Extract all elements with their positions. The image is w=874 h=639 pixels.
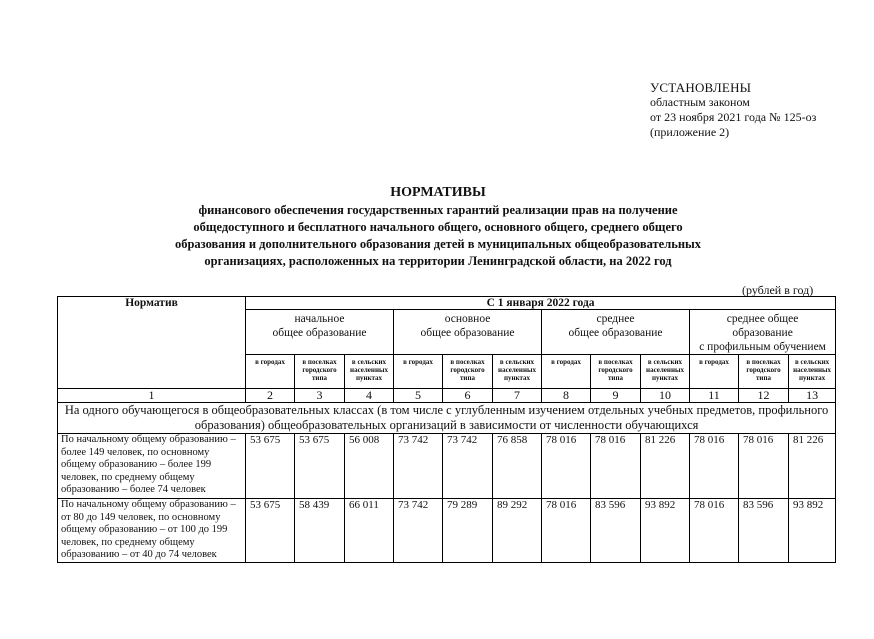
header-group-line: основное (444, 313, 491, 325)
table-cell: 83 596 (591, 499, 641, 563)
section-row (58, 403, 836, 434)
header-subcolumn-line: в городах (551, 358, 581, 366)
table-cell: 78 016 (542, 499, 591, 563)
column-number: 1 (58, 389, 246, 403)
header-subcolumn-line: типа (607, 374, 623, 382)
header-subcolumn-line: пунктах (503, 374, 531, 382)
table-cell: 83 596 (739, 499, 789, 563)
header-subcolumn-line: городского (598, 366, 633, 374)
table-cell: 78 016 (739, 434, 789, 499)
header-subcolumn-line: городского (302, 366, 337, 374)
table-cell: 53 675 (246, 499, 295, 563)
table-row (58, 434, 836, 499)
header-subcolumn (739, 355, 789, 389)
table-cell: 79 289 (443, 499, 493, 563)
title-line: общедоступного и бесплатного начального общего, основного общего, среднего общего (193, 220, 683, 234)
header-subcolumn-line: пунктах (355, 374, 383, 382)
table-cell: 76 858 (493, 434, 542, 499)
table-cell: 81 226 (641, 434, 690, 499)
table-row (58, 499, 836, 563)
table-cell: 73 742 (394, 434, 443, 499)
header-subcolumn-line: в поселках (746, 358, 781, 366)
header-subcolumn-line: населенных (350, 366, 388, 374)
header-subcolumn (542, 355, 591, 389)
header-subcolumn (789, 355, 836, 389)
header-subcolumn-line: типа (311, 374, 327, 382)
header-subcolumn-line: в городах (699, 358, 729, 366)
table-cell: 73 742 (443, 434, 493, 499)
header-group (690, 310, 836, 355)
header-group (542, 310, 690, 355)
header-date: С 1 января 2022 года (246, 297, 836, 310)
header-subcolumn-line: в поселках (450, 358, 485, 366)
header-subcolumn (591, 355, 641, 389)
header-subcolumn-line: типа (755, 374, 771, 382)
table-cell: 66 011 (345, 499, 394, 563)
header-group-line: среднее (596, 313, 635, 325)
header-group-line: общее образование (568, 327, 663, 339)
table-cell: 53 675 (246, 434, 295, 499)
header-group-line: общее образование (420, 327, 515, 339)
header-subcolumn (345, 355, 394, 389)
table-cell: 73 742 (394, 499, 443, 563)
norms-table (57, 296, 836, 563)
table-cell: 93 892 (641, 499, 690, 563)
table-cell: 56 008 (345, 434, 394, 499)
table-cell: 78 016 (690, 434, 739, 499)
header-subcolumn-line: пунктах (651, 374, 679, 382)
header-subcolumn-line: в городах (255, 358, 285, 366)
header-subcolumn-line: в сельских (647, 358, 683, 366)
column-number: 12 (739, 389, 789, 403)
header-subcolumn-line: в городах (403, 358, 433, 366)
units-note: (рублей в год) (742, 283, 814, 297)
header-group-line: начальное (294, 313, 345, 325)
table-cell: 78 016 (690, 499, 739, 563)
column-number: 8 (542, 389, 591, 403)
header-subcolumn-line: населенных (498, 366, 536, 374)
header-group-line: образование (732, 327, 793, 339)
table-cell: 78 016 (591, 434, 641, 499)
table-cell: 78 016 (542, 434, 591, 499)
header-subcolumn (246, 355, 295, 389)
column-number: 3 (295, 389, 345, 403)
header-subcolumn-line: населенных (646, 366, 684, 374)
header-subcolumn-line: пунктах (799, 374, 826, 382)
header-subcolumn (641, 355, 690, 389)
header-subcolumn-line: в сельских (795, 358, 830, 366)
row-label: По начальному общему образованию – более 149 человек, по основному общему образованию – более 199 человек, по среднему общему образованию – более 74 человек (58, 434, 246, 499)
table-cell: 53 675 (295, 434, 345, 499)
header-norm: Норматив (58, 297, 246, 389)
title-line: образования и дополнительного образования детей в муниципальных общеобразовательных (174, 237, 702, 251)
column-number: 4 (345, 389, 394, 403)
approval-line: (приложение 2) (650, 125, 730, 139)
header-subcolumn-line: городского (746, 366, 781, 374)
row-label: По начальному общему образованию – от 80 до 149 человек, по основному общему образованию – от 100 до 199 человек, по среднему общему образованию – от 40 до 74 человек (58, 499, 246, 563)
column-number: 2 (246, 389, 295, 403)
document-title (100, 184, 776, 270)
table-cell: 81 226 (789, 434, 836, 499)
header-subcolumn-line: в сельских (499, 358, 535, 366)
column-number-row (58, 389, 836, 403)
column-number: 7 (493, 389, 542, 403)
section-title: На одного обучающегося в общеобразовательных классах (в том числе с углубленным изучением отдельных учебных предметов, профильного образования) общеобразовательных организаций в зависимости от численности обучающихся (58, 403, 836, 434)
column-number: 6 (443, 389, 493, 403)
approval-stamp (650, 80, 816, 140)
header-subcolumn-line: типа (459, 374, 475, 382)
column-number: 13 (789, 389, 836, 403)
header-subcolumn-line: в сельских (351, 358, 387, 366)
header-group (246, 310, 394, 355)
header-subcolumn-line: населенных (793, 366, 832, 374)
header-subcolumn (690, 355, 739, 389)
header-group-line: общее образование (272, 327, 367, 339)
header-subcolumn-line: в поселках (302, 358, 337, 366)
column-number: 5 (394, 389, 443, 403)
table-cell: 93 892 (789, 499, 836, 563)
column-number: 9 (591, 389, 641, 403)
header-subcolumn-line: городского (450, 366, 485, 374)
title-line: организациях, расположенных на территории Ленинградской области, на 2022 год (204, 254, 672, 268)
title-line: финансового обеспечения государственных гарантий реализации прав на получение (198, 203, 678, 217)
column-number: 11 (690, 389, 739, 403)
header-group (394, 310, 542, 355)
table-cell: 89 292 (493, 499, 542, 563)
header-subcolumn (443, 355, 493, 389)
approval-line: УСТАНОВЛЕНЫ (650, 80, 752, 95)
header-group-line: с профильным обучением (699, 341, 826, 353)
approval-line: областным законом (650, 95, 750, 109)
header-subcolumn (493, 355, 542, 389)
header-subcolumn (295, 355, 345, 389)
header-group-line: среднее общее (726, 313, 799, 325)
column-number: 10 (641, 389, 690, 403)
table-cell: 58 439 (295, 499, 345, 563)
header-subcolumn-line: в поселках (598, 358, 633, 366)
header-subcolumn (394, 355, 443, 389)
approval-line: от 23 ноября 2021 года № 125-оз (650, 110, 817, 124)
title-heading: НОРМАТИВЫ (390, 185, 486, 200)
